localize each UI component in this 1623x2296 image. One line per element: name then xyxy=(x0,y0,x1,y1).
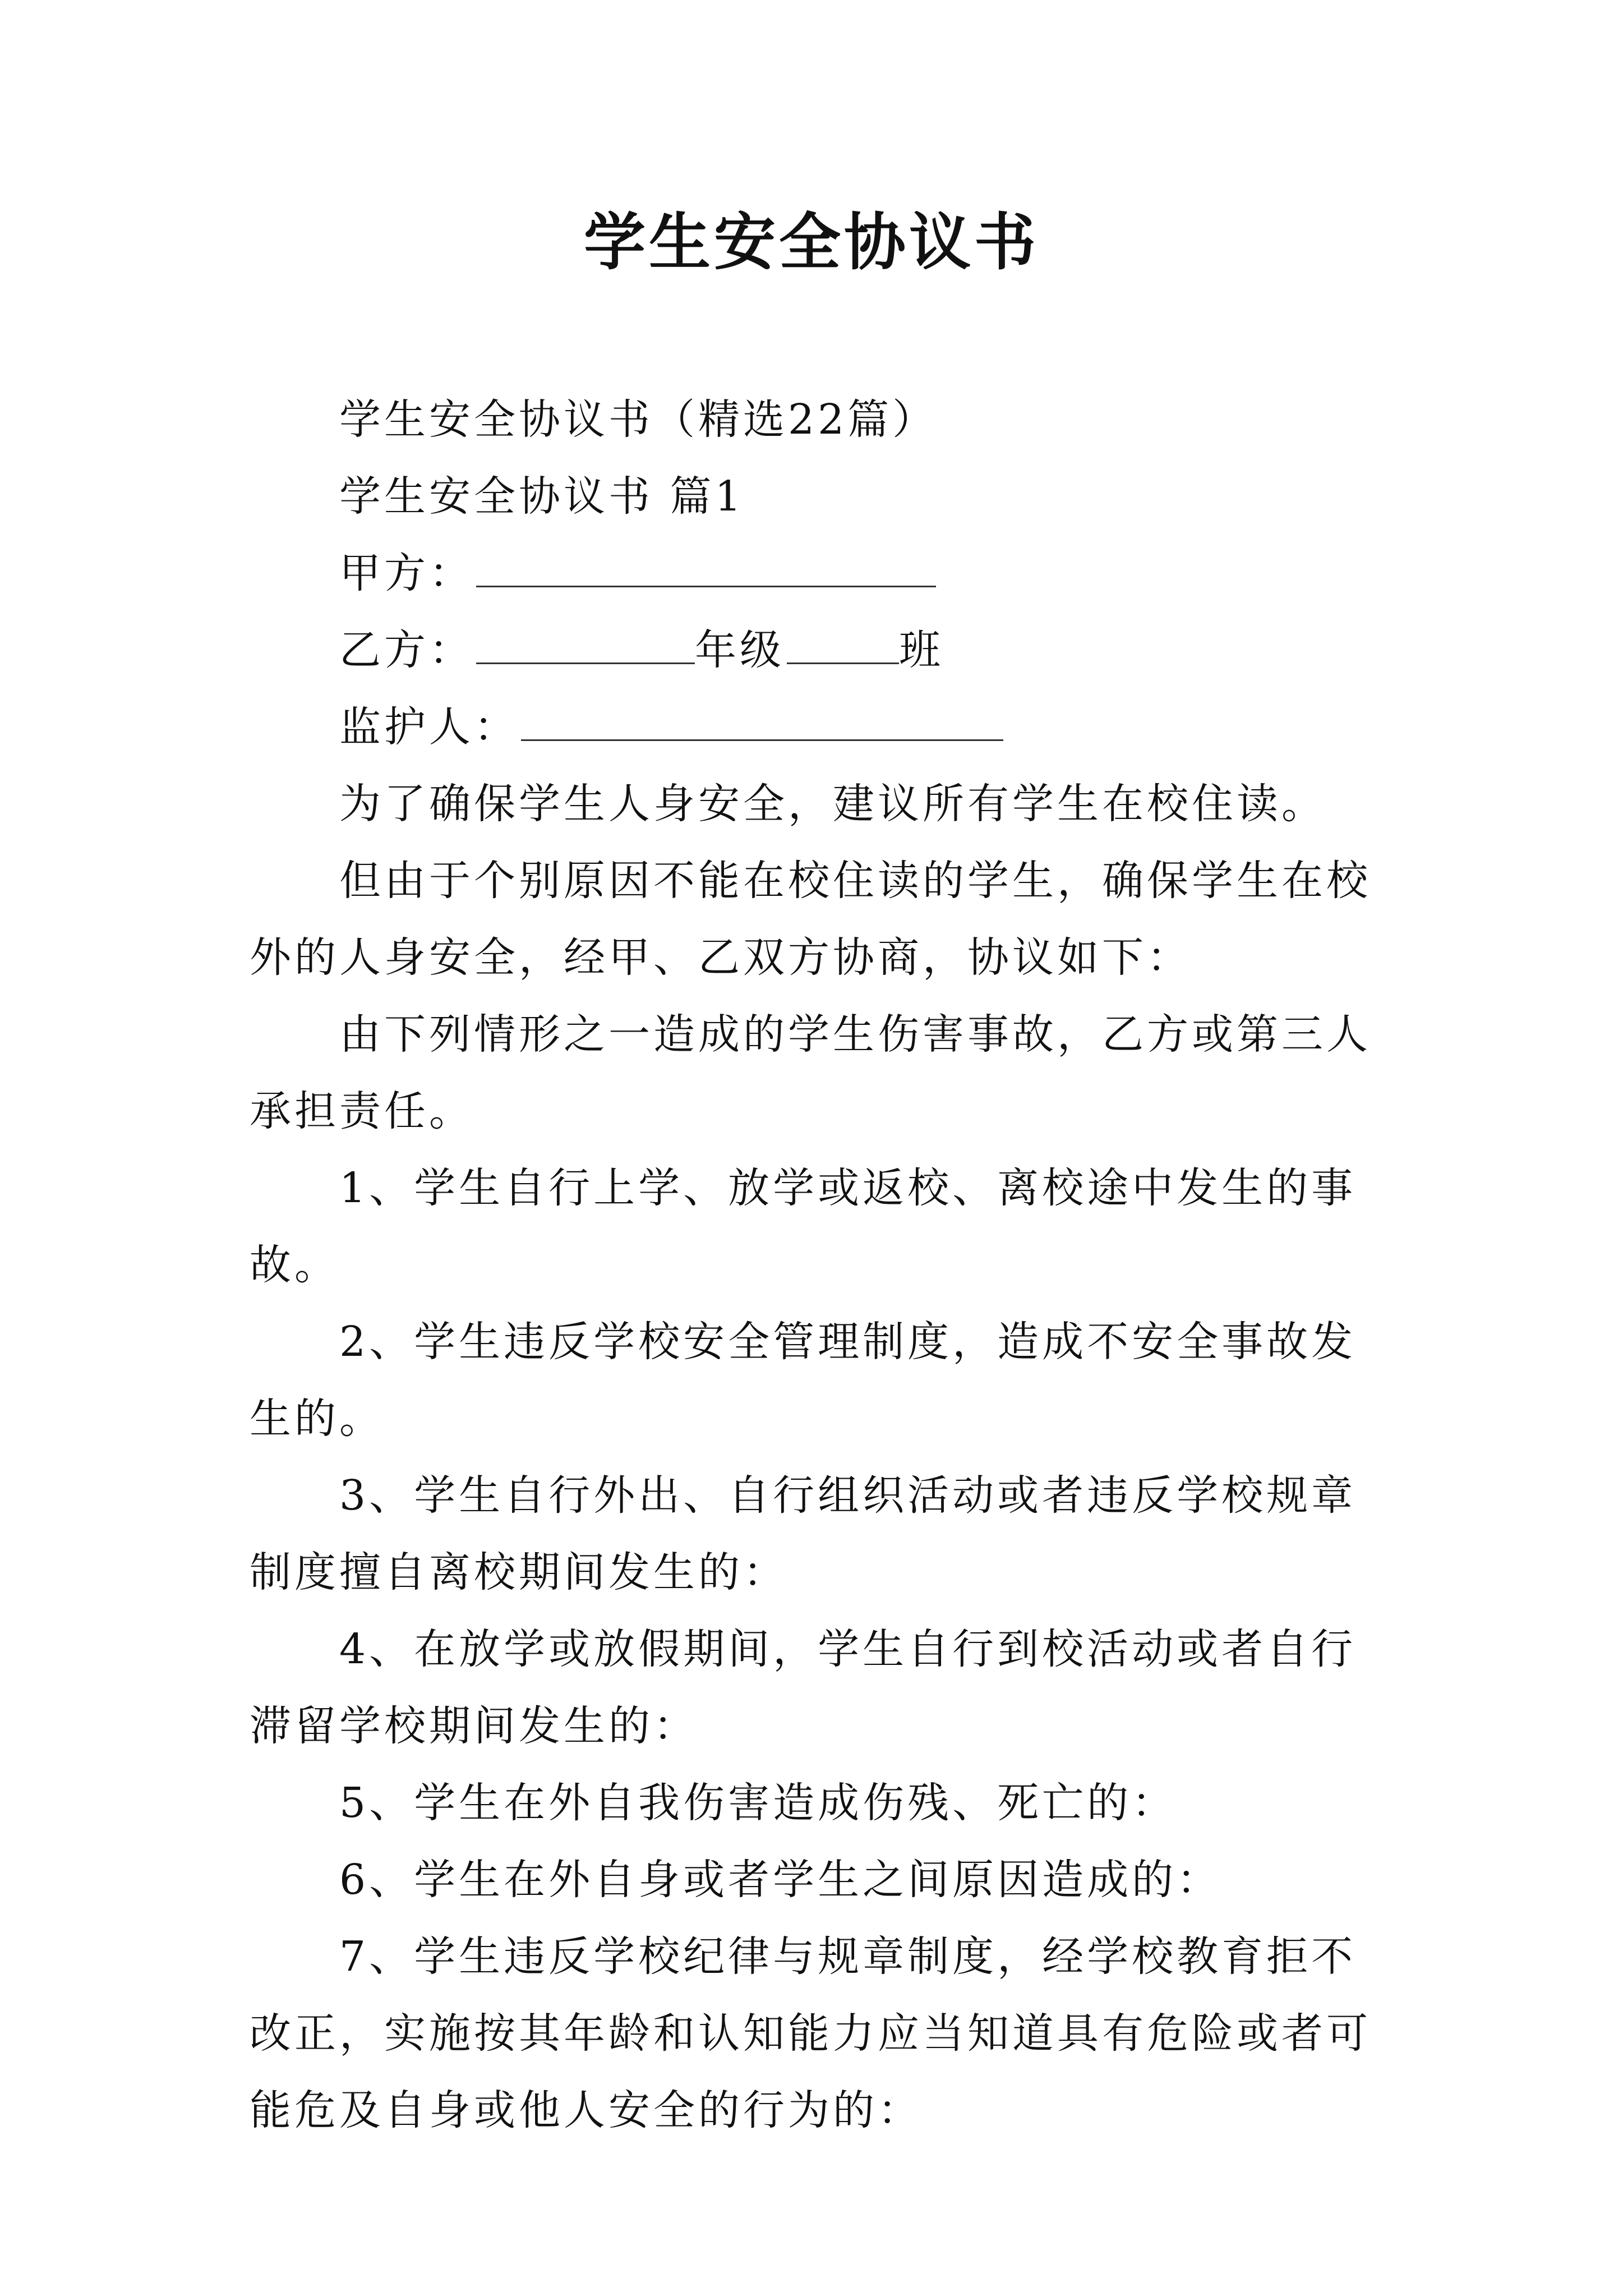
document-title: 学生安全协议书 xyxy=(584,206,1039,278)
list-item: 5、学生在外自我伤害造成伤残、死亡的： xyxy=(339,1779,1177,1827)
paragraph: 但由于个别原因不能在校住读的学生，确保学生在校外的人身安全，经甲、乙双方协商，协议如下： xyxy=(250,857,1371,982)
grade-label: 年级 xyxy=(695,626,785,674)
section-heading: 学生安全协议书 篇1 xyxy=(339,472,745,521)
list-item: 6、学生在外自身或者学生之间原因造成的： xyxy=(339,1856,1222,1904)
class-blank xyxy=(787,630,899,664)
document-subtitle: 学生安全协议书（精选22篇） xyxy=(339,395,938,444)
guardian-blank xyxy=(521,707,1003,741)
list-item: 2、学生违反学校安全管理制度，造成不安全事故发生的。 xyxy=(250,1318,1357,1443)
list-item: 3、学生自行外出、自行组织活动或者违反学校规章制度擅自离校期间发生的： xyxy=(250,1471,1357,1596)
party-a-blank xyxy=(476,553,936,587)
grade-blank xyxy=(476,630,695,664)
party-a-line xyxy=(250,535,1394,612)
party-a-label: 甲方： xyxy=(339,549,474,597)
paragraph: 由下列情形之一造成的学生伤害事故，乙方或第三人承担责任。 xyxy=(250,1010,1371,1135)
document-body xyxy=(250,381,1394,2149)
class-label: 班 xyxy=(899,626,944,674)
list-item: 1、学生自行上学、放学或返校、离校途中发生的事故。 xyxy=(250,1164,1357,1289)
party-b-line xyxy=(250,612,1394,689)
guardian-line xyxy=(250,689,1394,766)
list-item: 7、学生违反学校纪律与规章制度，经学校教育拒不改正，实施按其年龄和认知能力应当知道具有危险或者可能危及自身或他人安全的行为的： xyxy=(250,1932,1371,2134)
list-item: 4、在放学或放假期间，学生自行到校活动或者自行滞留学校期间发生的： xyxy=(250,1625,1357,1750)
party-b-label: 乙方： xyxy=(339,626,474,674)
guardian-label: 监护人： xyxy=(339,703,519,751)
paragraph: 为了确保学生人身安全，建议所有学生在校住读。 xyxy=(339,780,1326,828)
